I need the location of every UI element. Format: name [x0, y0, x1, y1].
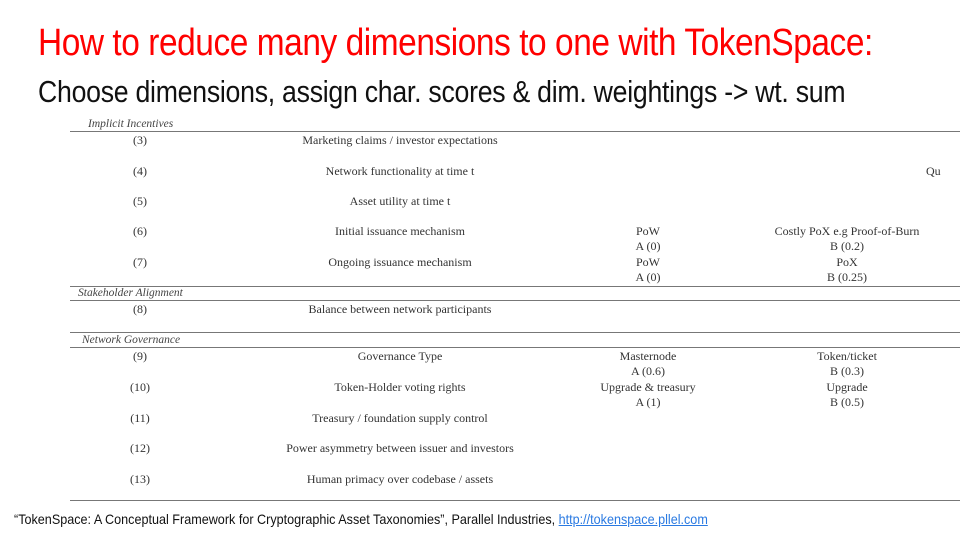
row-description: Governance Type	[357, 349, 443, 363]
option-b-label: PoX	[836, 255, 858, 269]
option-b-label: Upgrade	[826, 380, 868, 394]
row-description: Human primacy over codebase / assets	[306, 472, 494, 486]
taxonomy-table	[0, 116, 960, 506]
option-b-score: B (0.25)	[827, 270, 867, 284]
option-a-score: A (0.6)	[631, 364, 665, 378]
row-number: (7)	[133, 255, 147, 269]
option-b-score: B (0.3)	[830, 364, 864, 378]
row-number: (4)	[133, 164, 147, 178]
option-b-score: B (0.2)	[830, 239, 864, 253]
row-description: Initial issuance mechanism	[335, 224, 465, 238]
option-a-score: A (1)	[635, 395, 661, 409]
option-a-label: Upgrade & treasury	[600, 380, 696, 394]
row-description: Power asymmetry between issuer and investors	[286, 441, 514, 455]
row-number: (3)	[133, 133, 147, 147]
section-rule	[70, 347, 960, 348]
section-rule	[70, 131, 960, 132]
option-b-label: Costly PoX e.g Proof-of-Burn	[774, 224, 920, 238]
row-number: (9)	[133, 349, 147, 363]
table-bottom-rule	[70, 500, 960, 501]
section-implicit-incentives: Implicit Incentives	[88, 118, 174, 130]
source-link[interactable]: http://tokenspace.pllel.com	[558, 511, 708, 527]
option-a-score: A (0)	[635, 239, 661, 253]
citation-footer	[14, 511, 708, 527]
row-number: (8)	[133, 302, 147, 316]
row-description: Marketing claims / investor expectations	[302, 133, 498, 147]
slide-title: How to reduce many dimensions to one with TokenSpace:	[38, 22, 873, 64]
section-rule	[70, 286, 960, 287]
option-a-score: A (0)	[635, 270, 661, 284]
option-b-label: Token/ticket	[817, 349, 877, 363]
row-number: (11)	[130, 411, 150, 425]
row-description: Token-Holder voting rights	[334, 380, 466, 394]
section-rule	[70, 332, 960, 333]
section-network-governance: Network Governance	[82, 334, 181, 346]
row-number: (5)	[133, 194, 147, 208]
row-number: (10)	[130, 380, 150, 394]
section-stakeholder-alignment: Stakeholder Alignment	[78, 287, 183, 299]
slide-subtitle: Choose dimensions, assign char. scores & dim. weightings -> wt. sum	[38, 74, 846, 109]
row-description: Treasury / foundation supply control	[312, 411, 488, 425]
row-description: Ongoing issuance mechanism	[328, 255, 472, 269]
row-description: Balance between network participants	[308, 302, 492, 316]
option-b-score: B (0.5)	[830, 395, 864, 409]
row-number: (13)	[130, 472, 150, 486]
option-a-label: PoW	[636, 224, 660, 238]
citation-text: “TokenSpace: A Conceptual Framework for Cryptographic Asset Taxonomies”, Parallel Industries,	[14, 511, 559, 527]
option-a-label: Masternode	[619, 349, 677, 363]
row-description: Asset utility at time t	[349, 194, 451, 208]
row-description: Network functionality at time t	[325, 164, 475, 178]
option-a-label: PoW	[636, 255, 660, 269]
section-rule	[70, 300, 960, 301]
truncated-cell: Qu	[926, 164, 941, 178]
row-number: (12)	[130, 441, 150, 455]
row-number: (6)	[133, 224, 147, 238]
